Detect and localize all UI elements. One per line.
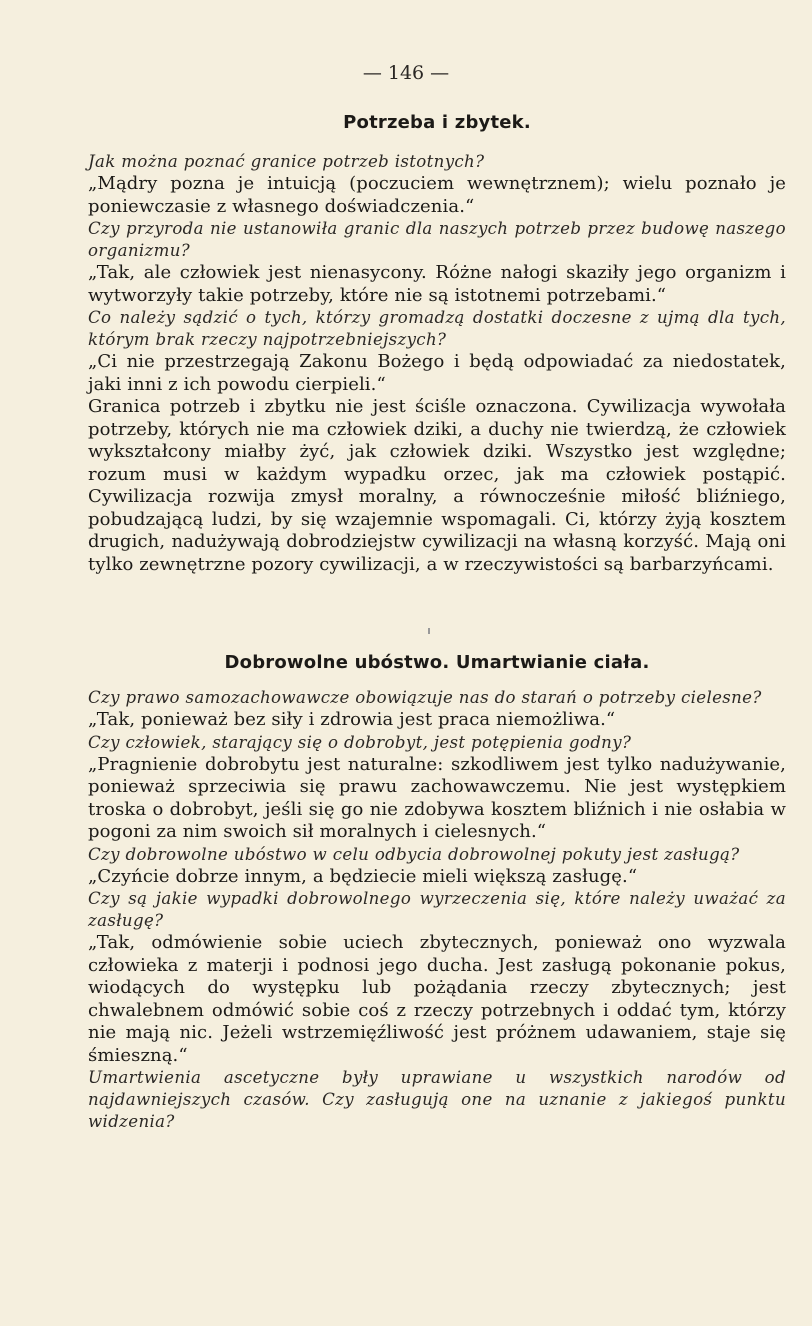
answer-paragraph: „Czyńcie dobrze innym, a będziecie mieli większą zasługę.“: [88, 865, 638, 887]
question-paragraph: Czy człowiek, starający się o dobrobyt, jest potępienia godny?: [88, 732, 632, 752]
question-paragraph: Co należy sądzić o tych, którzy gromadzą dostatki doczesne z ujmą dla tych, którym brak rzeczy najpotrzebniejszych?: [88, 308, 786, 349]
section-potrzeba-i-zbytek: [88, 112, 786, 576]
section-dobrowolne-ubostwo: [88, 652, 786, 1133]
question-paragraph: Czy są jakie wypadki dobrowolnego wyrzeczenia się, które należy uważać za zasługę?: [88, 889, 786, 930]
answer-paragraph: „Pragnienie dobrobytu jest naturalne: szkodliwem jest tylko nadużywanie, ponieważ sprzeciwia się prawu zachowawczemu. Nie jest występkiem troska o dobrobyt, jeśli się go nie zdobywa kosztem bliźnich i nie osłabia w pogoni za nim swoich sił moralnych i cielesnych.“: [88, 753, 786, 842]
question-paragraph: Czy przyroda nie ustanowiła granic dla naszych potrzeb przez budowę naszego organizmu?: [88, 219, 786, 260]
divider-mark: [428, 628, 430, 634]
section-heading: Potrzeba i zbytek.: [343, 112, 531, 133]
answer-paragraph: „Ci nie przestrzegają Zakonu Bożego i będą odpowiadać za niedostatek, jaki inni z ich powodu cierpieli.“: [88, 351, 786, 395]
question-paragraph: Jak można poznać granice potrzeb istotnych?: [88, 152, 485, 171]
question-paragraph: Umartwienia ascetyczne były uprawiane u wszystkich narodów od najdawniejszych czasów. Czy zasługują one na uznanie z jakiegoś punktu widzenia?: [88, 1068, 786, 1131]
answer-paragraph: „Tak, odmówienie sobie uciech zbytecznych, ponieważ ono wyzwala człowieka z materji i podnosi jego ducha. Jest zasługą pokonanie pokus, wiodących do występku lub pożądania rzeczy zbytecznych; jest chwalebnem odmówić sobie coś z rzeczy potrzebnych i oddać tym, którzy nie mają nic. Jeżeli wstrzemięźliwość jest próżnem udawaniem, staje się śmieszną.“: [88, 932, 786, 1066]
answer-paragraph: „Tak, ponieważ bez siły i zdrowia jest praca niemożliwa.“: [88, 709, 616, 730]
commentary-paragraph: Granica potrzeb i zbytku nie jest ściśle oznaczona. Cywilizacja wywołała potrzeby, których nie ma człowiek dziki, a duchy nie twierdzą, że człowiek wykształcony miałby żyć, jak człowiek dziki. Wszystko jest względne; rozum musi w każdym wypadku orzec, jak ma człowiek postąpić. Cywilizacja rozwija zmysł moralny, a równocześnie miłość bliźniego, pobudzającą ludzi, by się wzajemnie wspomagali. Ci, którzy żyją kosztem drugich, nadużywają dobrodziejstw cywilizacji na własną korzyść. Mają oni tylko zewnętrzne pozory cywilizacji, a w rzeczywistości są barbarzyńcami.: [88, 396, 786, 575]
section-heading: Dobrowolne ubóstwo. Umartwianie ciała.: [224, 652, 650, 673]
answer-paragraph: „Mądry pozna je intuicją (poczuciem wewnętrznem); wielu poznało je poniewczasie z własnego doświadczenia.“: [88, 173, 786, 217]
answer-paragraph: „Tak, ale człowiek jest nienasycony. Różne nałogi skaziły jego organizm i wytworzyły takie potrzeby, które nie są istotnemi potrzebami.“: [88, 262, 786, 306]
question-paragraph: Czy prawo samozachowawcze obowiązuje nas do starań o potrzeby cielesne?: [88, 688, 762, 707]
question-paragraph: Czy dobrowolne ubóstwo w celu odbycia dobrowolnej pokuty jest zasługą?: [88, 844, 740, 864]
page-number: — 146 —: [362, 62, 450, 84]
